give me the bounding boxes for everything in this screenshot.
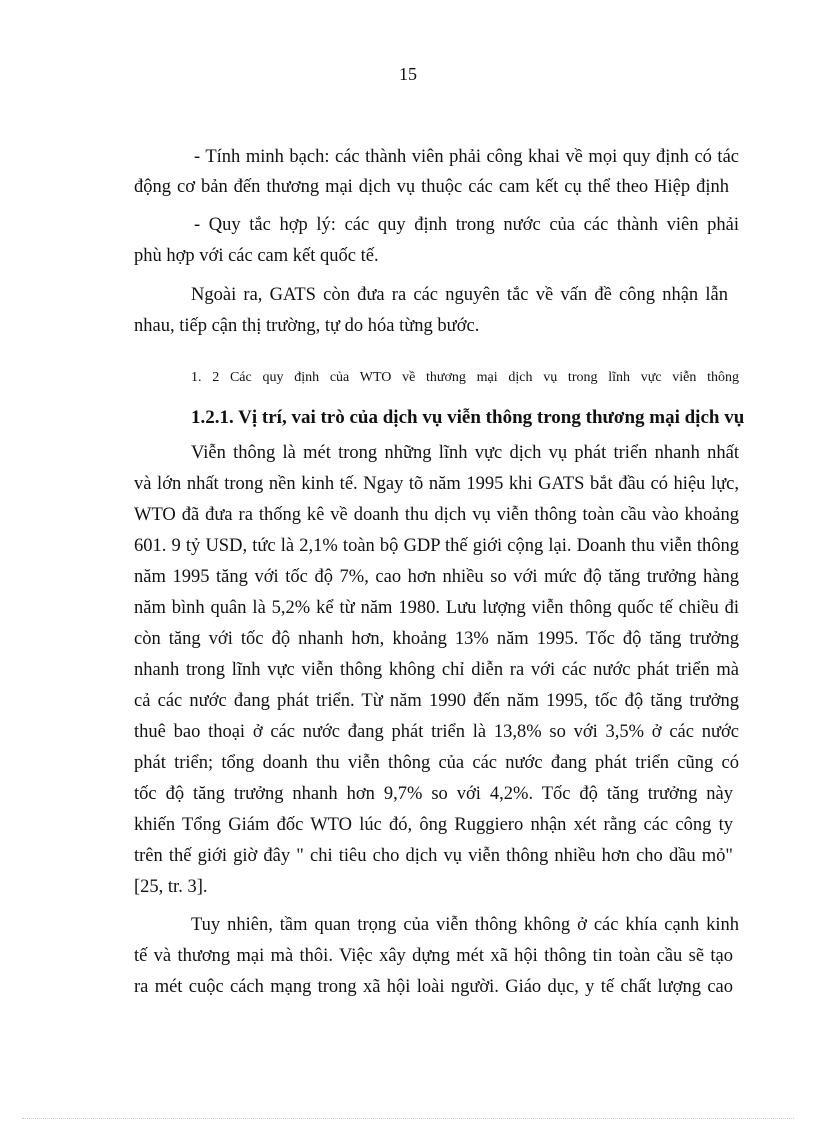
section-heading: 1. 2 Các quy định của WTO về thương mại dịch vụ trong lĩnh vực viễn thông: [191, 370, 739, 385]
text-line: 601. 9 tỷ USD, tức là 2,1% toàn bộ GDP thế giới cộng lại. Doanh thu viễn thông: [134, 536, 739, 556]
subsection-heading: 1.2.1. Vị trí, vai trò của dịch vụ viễn thông trong thương mại dịch vụ: [191, 407, 745, 428]
text-line: năm 1995 tăng với tốc độ 7%, cao hơn nhiều so với mức độ tăng trưởng hàng: [134, 567, 739, 587]
text-line: còn tăng với tốc độ nhanh hơn, khoảng 13% năm 1995. Tốc độ tăng trưởng: [134, 629, 739, 649]
text-line: nhau, tiếp cận thị trường, tự do hóa từng bước.: [134, 316, 480, 336]
text-line: Viễn thông là mét trong những lĩnh vực dịch vụ phát triển nhanh nhất: [191, 443, 739, 463]
text-line: [25, tr. 3].: [134, 877, 208, 897]
page-number: 15: [399, 64, 417, 84]
text-line: cả các nước đang phát triển. Từ năm 1990 đến năm 1995, tốc độ tăng trưởng: [134, 691, 739, 711]
text-line: khiến Tổng Giám đốc WTO lúc đó, ông Ruggiero nhận xét rằng các công ty: [134, 815, 733, 835]
text-line: trên thế giới giờ đây " chi tiêu cho dịch vụ viễn thông nhiều hơn cho dầu mỏ": [134, 846, 733, 866]
text-line: nhanh trong lĩnh vực viễn thông không chỉ diễn ra với các nước phát triển mà: [134, 660, 739, 680]
text-line: phát triển; tổng doanh thu viễn thông của các nước đang phát triển cũng có: [134, 753, 739, 773]
text-line: năm bình quân là 5,2% kể từ năm 1980. Lưu lượng viễn thông quốc tế chiều đi: [134, 598, 739, 618]
text-line: phù hợp với các cam kết quốc tế.: [134, 246, 379, 266]
text-line: - Tính minh bạch: các thành viên phải công khai về mọi quy định có tác: [194, 147, 739, 167]
text-line: tế và thương mại mà thôi. Việc xây dựng mét xã hội thông tin toàn cầu sẽ tạo: [134, 946, 733, 966]
text-line: và lớn nhất trong nền kinh tế. Ngay tõ năm 1995 khi GATS bắt đầu có hiệu lực,: [134, 474, 739, 494]
text-line: Ngoài ra, GATS còn đưa ra các nguyên tắc về vấn đề công nhận lẫn: [191, 285, 728, 305]
text-line: - Quy tắc hợp lý: các quy định trong nước của các thành viên phải: [194, 215, 739, 235]
text-line: thuê bao thoại ở các nước đang phát triển là 13,8% so với 3,5% ở các nước: [134, 722, 739, 742]
text-line: ra mét cuộc cách mạng trong xã hội loài người. Giáo dục, y tế chất lượng cao: [134, 977, 733, 997]
text-line: WTO đã đưa ra thống kê về doanh thu dịch vụ viễn thông toàn cầu vào khoảng: [134, 505, 739, 525]
page-bottom-divider: [22, 1118, 794, 1119]
text-line: Tuy nhiên, tầm quan trọng của viễn thông không ở các khía cạnh kinh: [191, 915, 739, 935]
text-line: tốc độ tăng trưởng nhanh hơn 9,7% so với 4,2%. Tốc độ tăng trưởng này: [134, 784, 733, 804]
text-line: động cơ bản đến thương mại dịch vụ thuộc các cam kết cụ thể theo Hiệp định: [134, 177, 729, 197]
